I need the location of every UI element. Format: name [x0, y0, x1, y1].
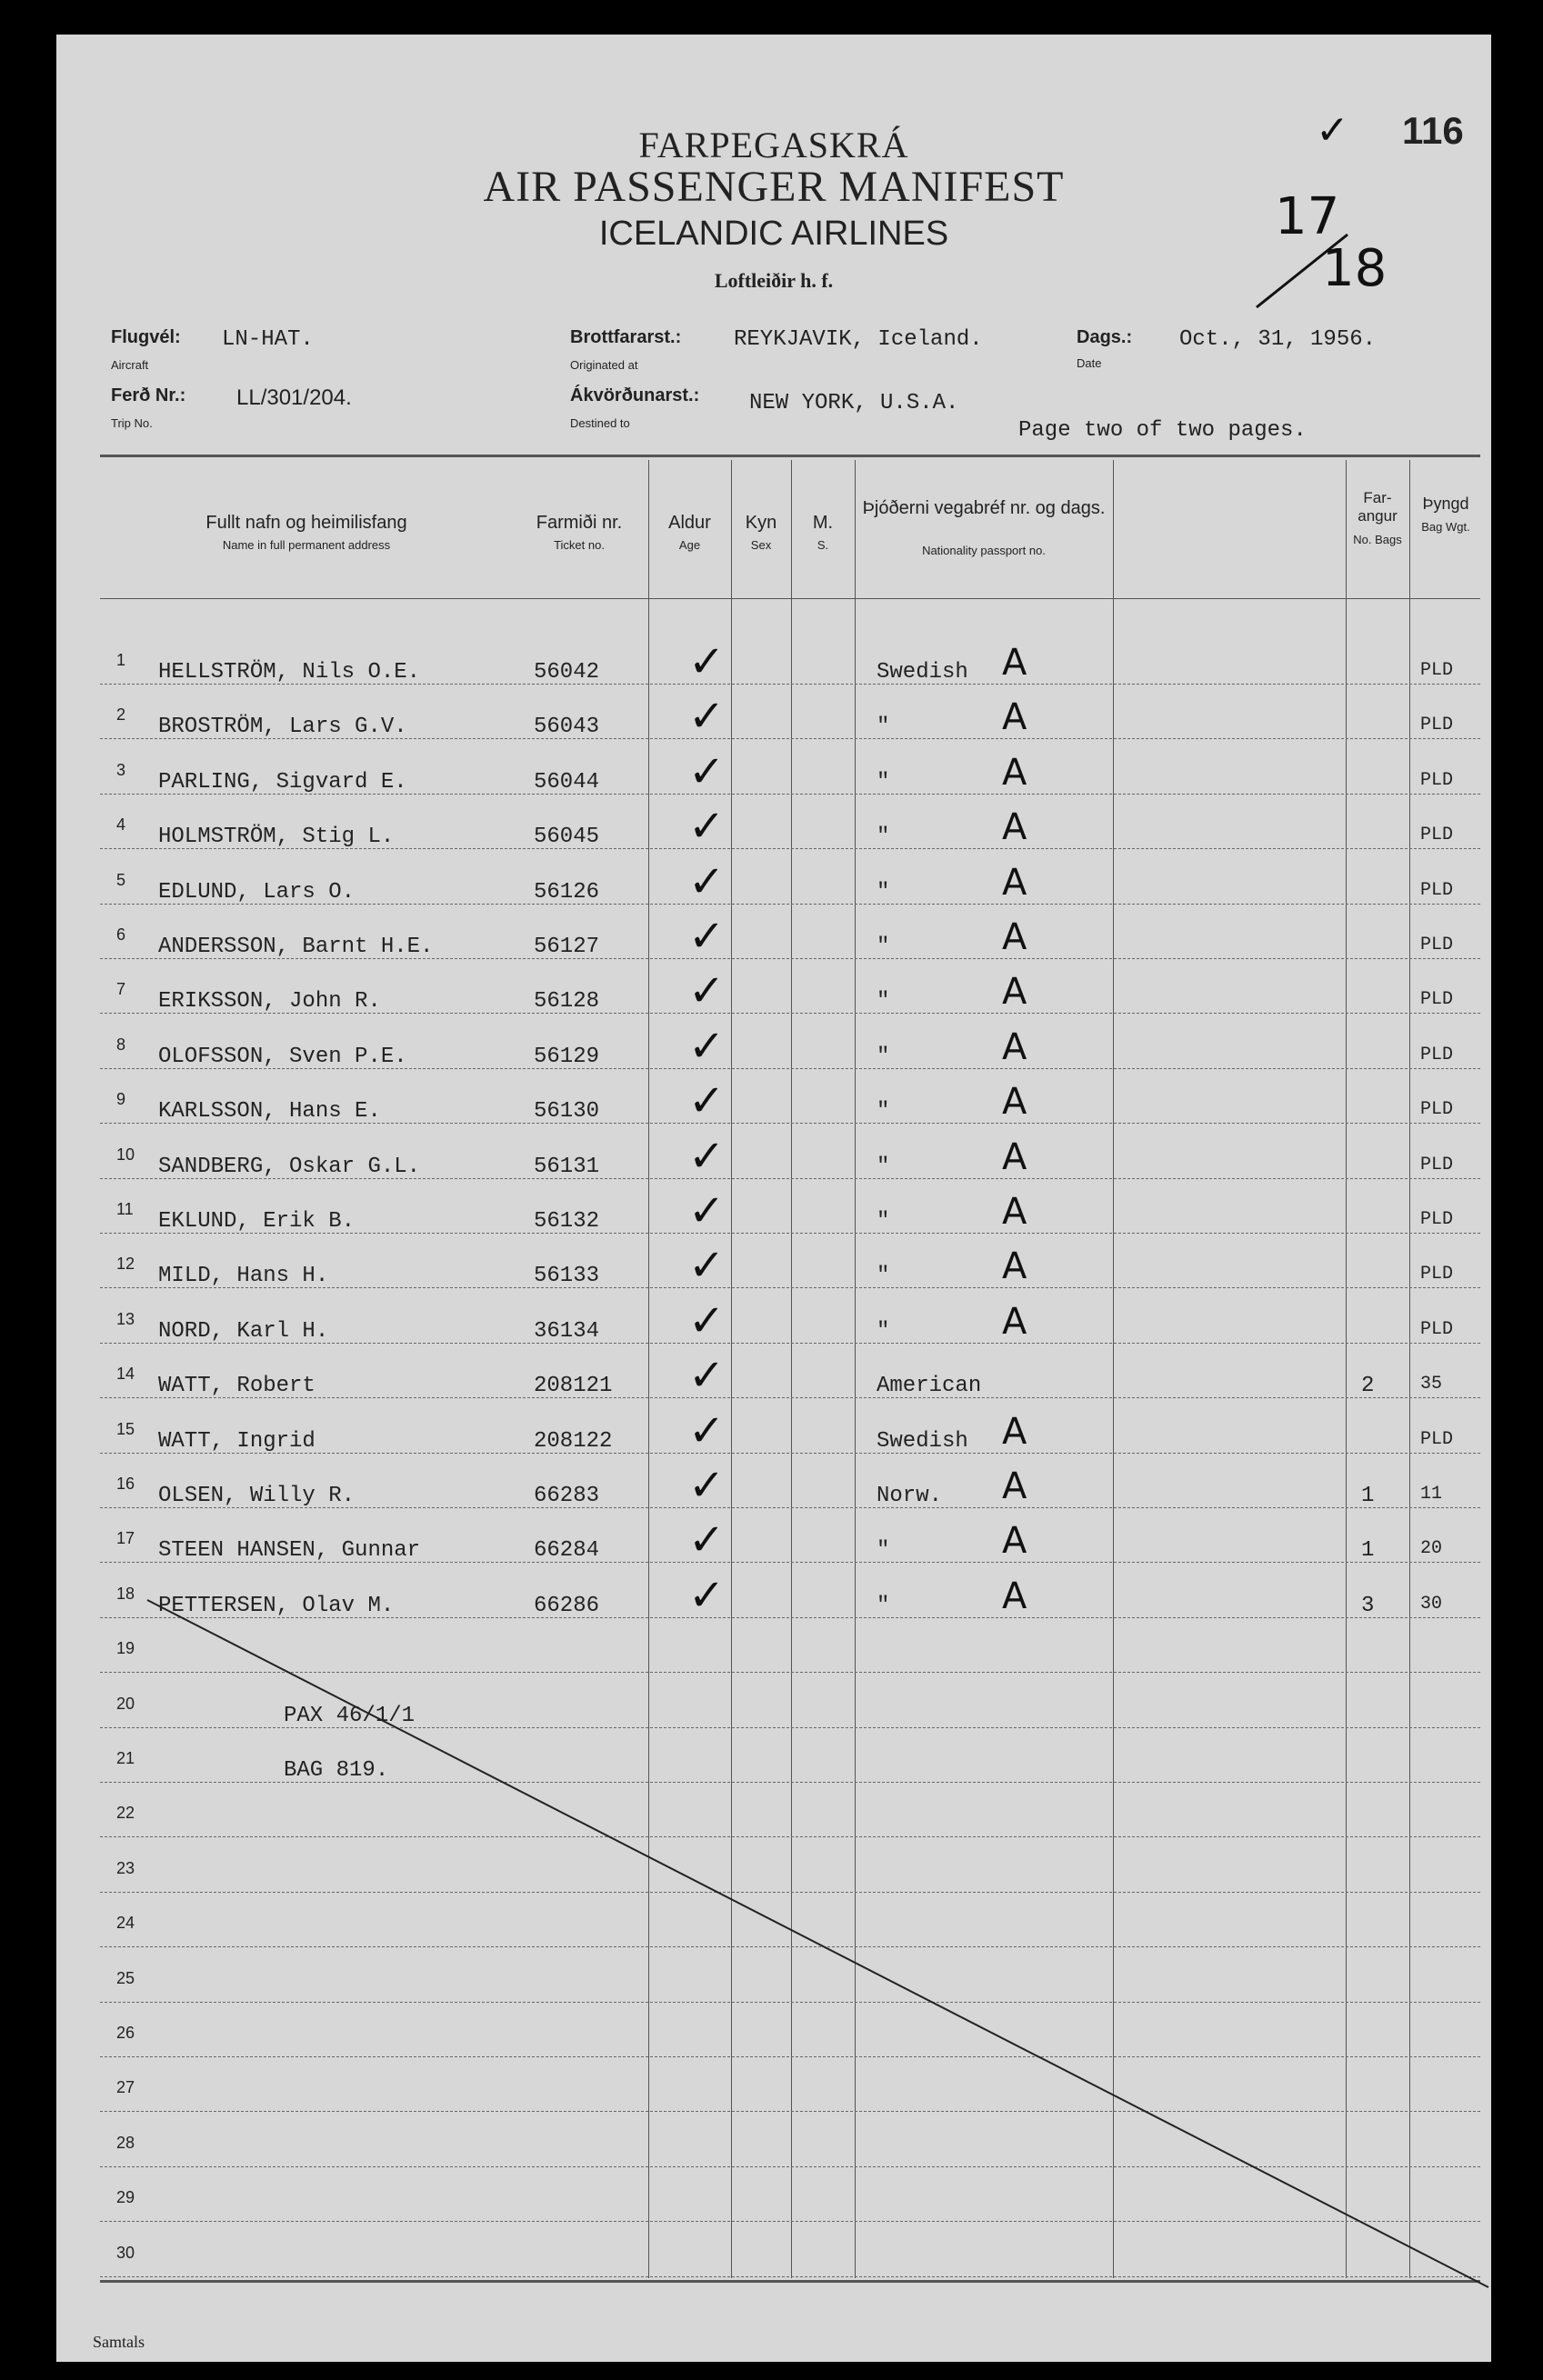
nationality: "	[877, 825, 890, 850]
nationality: Swedish	[877, 660, 968, 685]
nationality: "	[877, 1044, 890, 1069]
age-check: ✓	[688, 745, 726, 797]
footer-note: Samtals	[93, 2333, 145, 2351]
row-number: 24	[116, 1914, 135, 1933]
nationality: Swedish	[877, 1428, 968, 1454]
col-sub-name: Name in full permanent address	[222, 538, 391, 552]
age-check: ✓	[688, 965, 726, 1017]
age-check: ✓	[688, 855, 726, 907]
age-check: ✓	[688, 1569, 726, 1621]
ticket-number: 36134	[534, 1318, 600, 1344]
row-number: 14	[116, 1365, 135, 1384]
row-number: 22	[116, 1804, 135, 1823]
age-check: ✓	[688, 1405, 726, 1456]
bag-weight: PLD	[1420, 935, 1454, 955]
title-icelandic: FARPEGASKRÁ	[638, 125, 909, 165]
ticket-number: 56130	[534, 1099, 600, 1125]
bag-weight: PLD	[1420, 715, 1454, 736]
row-number: 15	[116, 1419, 135, 1438]
ticket-number: 56044	[534, 769, 600, 795]
nationality: "	[877, 935, 890, 959]
bag-weight: PLD	[1420, 825, 1454, 846]
bag-weight: PLD	[1420, 1428, 1454, 1450]
row-number: 26	[116, 2024, 135, 2042]
ticket-number: 56131	[534, 1154, 600, 1179]
ticket-number: 56133	[534, 1264, 600, 1289]
nationality: "	[877, 1154, 890, 1179]
nationality: "	[877, 715, 890, 740]
ticket-number: 56128	[534, 989, 600, 1015]
ticket-number: 66284	[534, 1538, 600, 1564]
bag-weight: 11	[1420, 1484, 1443, 1505]
destination-sub: Destined to	[570, 416, 630, 430]
nationality-mark: A	[1002, 1575, 1027, 1617]
passenger-name: WATT, Ingrid	[158, 1428, 316, 1454]
destination-label: Ákvörðunarst.:	[570, 385, 700, 405]
aircraft-label: Flugvél:	[111, 327, 181, 347]
bag-weight: PLD	[1420, 989, 1454, 1011]
passenger-name: PAX 46/1/1	[284, 1703, 416, 1728]
row-number: 28	[116, 2133, 135, 2152]
aircraft-value: LN-HAT.	[222, 327, 314, 352]
row-number: 12	[116, 1255, 135, 1274]
date-label: Dags.:	[1077, 327, 1133, 347]
col-sub-weight: Bag Wgt.	[1421, 520, 1470, 534]
col-sub-age: Age	[678, 538, 701, 552]
ticket-number: 56043	[534, 715, 600, 740]
row-number: 2	[116, 705, 126, 725]
col-header-nationality: Þjóðerni vegabréf nr. og dags.	[862, 498, 1106, 518]
col-header-ticket: Farmiði nr.	[536, 513, 623, 533]
age-check: ✓	[688, 1515, 726, 1566]
nationality: Norw.	[877, 1484, 943, 1508]
ticket-number: 208122	[534, 1428, 613, 1454]
age-check: ✓	[688, 1350, 726, 1402]
airline-name: ICELANDIC AIRLINES	[598, 215, 949, 253]
nationality-mark: A	[1002, 1135, 1027, 1178]
age-check: ✓	[688, 1185, 726, 1236]
nationality: "	[877, 1318, 890, 1344]
age-check: ✓	[688, 1460, 726, 1511]
row-number: 23	[116, 1858, 135, 1877]
nationality-mark: A	[1002, 1300, 1027, 1343]
row-number: 8	[116, 1035, 126, 1054]
bag-count: 1	[1361, 1484, 1375, 1508]
age-check: ✓	[688, 1240, 726, 1292]
ticket-number: 56042	[534, 660, 600, 685]
age-check: ✓	[688, 1130, 726, 1182]
bag-count: 2	[1361, 1374, 1375, 1399]
row-number: 1	[116, 651, 126, 669]
ticket-number: 66283	[534, 1484, 600, 1508]
row-number: 13	[116, 1309, 135, 1328]
col-sub-sex: Sex	[750, 538, 772, 552]
age-check: ✓	[688, 911, 726, 962]
age-check: ✓	[688, 1020, 726, 1072]
row-number: 16	[116, 1475, 135, 1493]
nationality-mark: A	[1002, 1465, 1027, 1507]
nationality: "	[877, 879, 890, 905]
nationality: American	[877, 1374, 982, 1399]
bag-weight: PLD	[1420, 879, 1454, 901]
age-check: ✓	[688, 691, 726, 743]
passenger-name: EKLUND, Erik B.	[158, 1209, 356, 1234]
passenger-name: WATT, Robert	[158, 1374, 316, 1399]
nationality-mark: A	[1002, 696, 1027, 739]
bag-weight: PLD	[1420, 1264, 1454, 1285]
row-number: 4	[116, 815, 126, 835]
nationality: "	[877, 1099, 890, 1125]
bag-weight: PLD	[1420, 1099, 1454, 1121]
title-english: AIR PASSENGER MANIFEST	[483, 163, 1065, 211]
nationality-mark: A	[1002, 642, 1027, 684]
ticket-number: 56132	[534, 1209, 600, 1234]
bag-weight: PLD	[1420, 660, 1454, 681]
destination-value: NEW YORK, U.S.A.	[749, 391, 959, 415]
passenger-name: ERIKSSON, John R.	[158, 989, 381, 1015]
date-value: Oct., 31, 1956.	[1179, 327, 1377, 352]
passenger-name: BROSTRÖM, Lars G.V.	[158, 715, 407, 740]
bag-count: 1	[1361, 1538, 1375, 1564]
row-number: 30	[116, 2243, 135, 2262]
age-check: ✓	[688, 1295, 726, 1346]
nationality: "	[877, 1593, 890, 1618]
passenger-name: PETTERSEN, Olav M.	[158, 1593, 395, 1618]
passenger-name: OLSEN, Willy R.	[158, 1484, 356, 1508]
row-number: 11	[116, 1200, 134, 1218]
row-number: 5	[116, 870, 126, 889]
nationality-mark: A	[1002, 806, 1027, 849]
passenger-name: KARLSSON, Hans E.	[158, 1099, 381, 1125]
passenger-name: ANDERSSON, Barnt H.E.	[158, 935, 434, 959]
passenger-name: OLOFSSON, Sven P.E.	[158, 1044, 407, 1069]
bag-weight: 20	[1420, 1538, 1443, 1560]
origin-label: Brottfararst.:	[570, 327, 682, 347]
passenger-name: STEEN HANSEN, Gunnar	[158, 1538, 421, 1564]
row-number: 20	[116, 1694, 135, 1713]
row-number: 29	[116, 2188, 135, 2207]
bag-weight: PLD	[1420, 1209, 1454, 1230]
row-number: 10	[116, 1145, 135, 1164]
age-check: ✓	[688, 1075, 726, 1127]
row-number: 17	[116, 1529, 135, 1548]
passenger-name: HELLSTRÖM, Nils O.E.	[158, 660, 421, 685]
passenger-name: NORD, Karl H.	[158, 1318, 329, 1344]
row-number: 21	[116, 1749, 135, 1767]
company-name: Loftleiðir h. f.	[714, 269, 834, 292]
fraction-top: 17	[1275, 187, 1340, 246]
nationality: "	[877, 1209, 890, 1234]
origin-sub: Originated at	[570, 358, 638, 372]
passenger-name: EDLUND, Lars O.	[158, 879, 356, 905]
age-check: ✓	[688, 636, 726, 687]
ticket-number: 56127	[534, 935, 600, 959]
ticket-number: 66286	[534, 1593, 600, 1618]
row-number: 19	[116, 1639, 135, 1658]
ticket-number: 56045	[534, 825, 600, 850]
bag-weight: PLD	[1420, 769, 1454, 791]
nationality-mark: A	[1002, 1081, 1027, 1124]
col-sub-ms: S.	[817, 538, 829, 552]
row-number: 25	[116, 1968, 135, 1987]
bag-weight: 35	[1420, 1374, 1443, 1395]
page-note: Page two of two pages.	[1018, 418, 1307, 443]
ticket-number: 56126	[534, 879, 600, 905]
nationality-mark: A	[1002, 1520, 1027, 1563]
origin-value: REYKJAVIK, Iceland.	[734, 327, 983, 352]
col-sub-bags: No. Bags	[1353, 533, 1402, 546]
nationality-mark: A	[1002, 1191, 1027, 1233]
bag-weight: PLD	[1420, 1044, 1454, 1065]
row-number: 6	[116, 925, 126, 944]
col-header-ms: M.	[812, 513, 834, 533]
trip-label: Ferð Nr.:	[111, 385, 186, 405]
passenger-name: HOLMSTRÖM, Stig L.	[158, 825, 395, 850]
page-check-mark: ✓	[1316, 107, 1349, 154]
page-number: 116	[1402, 109, 1464, 152]
age-check: ✓	[688, 801, 726, 853]
col-header-weight: Þyngd	[1422, 495, 1469, 513]
nationality-mark: A	[1002, 861, 1027, 904]
col-header-age: Aldur	[668, 513, 711, 533]
row-number: 9	[116, 1090, 126, 1109]
ticket-number: 56129	[534, 1044, 600, 1069]
bag-weight: PLD	[1420, 1154, 1454, 1175]
date-sub: Date	[1077, 356, 1102, 370]
bag-count: 3	[1361, 1593, 1375, 1618]
manifest-sheet	[56, 35, 1491, 2362]
nationality-mark: A	[1002, 916, 1027, 958]
row-number: 7	[116, 980, 126, 999]
trip-value: LL/301/204.	[236, 385, 352, 410]
trip-sub: Trip No.	[111, 416, 153, 430]
row-number: 27	[116, 2078, 135, 2097]
nationality-mark: A	[1002, 1245, 1027, 1288]
fraction-bottom: 18	[1322, 239, 1388, 298]
col-sub-nationality: Nationality passport no.	[922, 544, 1046, 557]
nationality: "	[877, 1538, 890, 1564]
passenger-name: PARLING, Sigvard E.	[158, 769, 407, 795]
ticket-number: 208121	[534, 1374, 613, 1399]
passenger-name: SANDBERG, Oskar G.L.	[158, 1154, 421, 1179]
passenger-name: MILD, Hans H.	[158, 1264, 329, 1289]
col-sub-ticket: Ticket no.	[554, 538, 605, 552]
bag-weight: 30	[1420, 1593, 1443, 1615]
cancel-diagonal	[56, 35, 1491, 2362]
col-header-name: Fullt nafn og heimilisfang	[205, 513, 407, 533]
col-header-sex: Kyn	[745, 513, 777, 533]
row-number: 3	[116, 760, 126, 779]
nationality-mark: A	[1002, 751, 1027, 794]
col-header-bags: Far-angur	[1358, 489, 1398, 525]
nationality-mark: A	[1002, 1410, 1027, 1453]
nationality: "	[877, 989, 890, 1015]
bag-weight: PLD	[1420, 1318, 1454, 1340]
nationality-mark: A	[1002, 971, 1027, 1014]
nationality-mark: A	[1002, 1025, 1027, 1068]
passenger-name: BAG 819.	[284, 1758, 389, 1783]
aircraft-sub: Aircraft	[111, 358, 149, 372]
row-number: 18	[116, 1584, 135, 1603]
nationality: "	[877, 1264, 890, 1289]
nationality: "	[877, 769, 890, 795]
